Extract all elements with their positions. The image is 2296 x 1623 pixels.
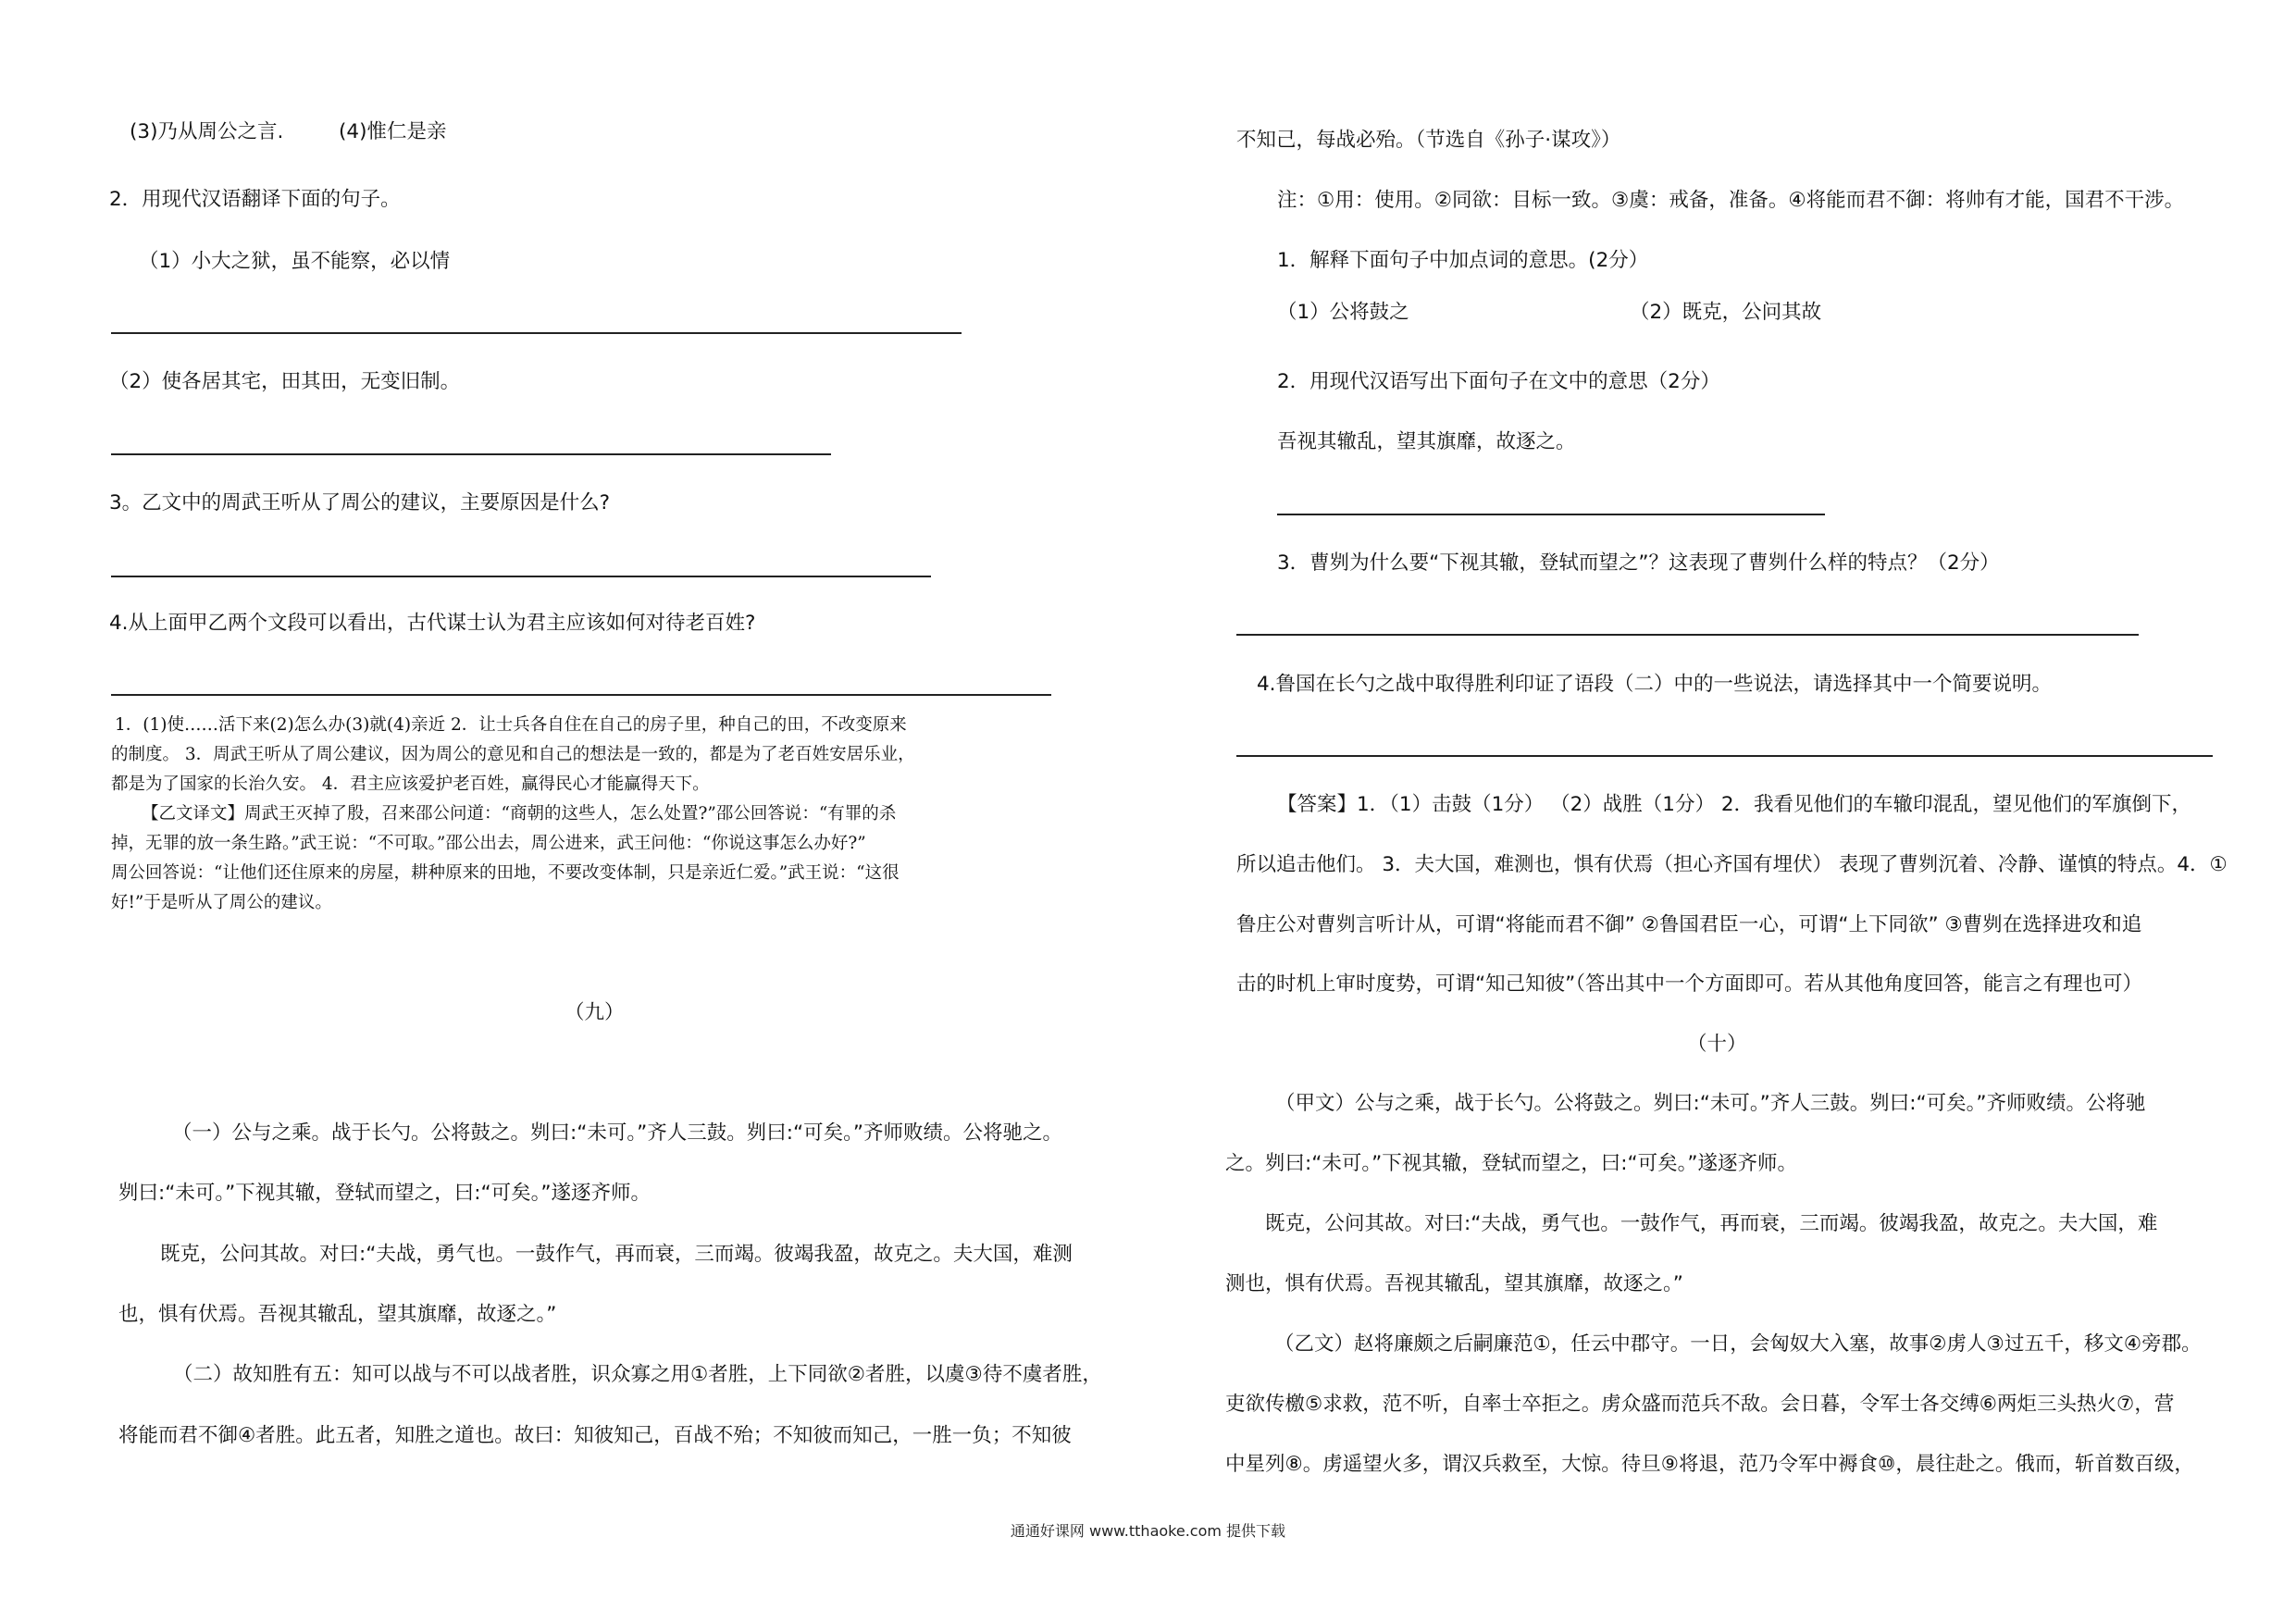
question-1: 1．解释下面句子中加点词的意思。(2分） <box>1277 249 1649 272</box>
answer-line <box>1277 514 1825 515</box>
q1-tail-4: (4)惟仁是亲 <box>339 120 447 143</box>
section-title-10: （十） <box>1687 1033 1747 1056</box>
question-2-sentence: 吾视其辙乱，望其旗靡，故逐之。 <box>1277 430 1576 453</box>
question-3: 3。乙文中的周武王听从了周公的建议，主要原因是什么? <box>109 491 611 514</box>
answer-line-text: 所以追击他们。 3．夫大国，难测也，惧有伏焉（担心齐国有埋伏） 表现了曹刿沉着、冷静、谨慎的特点。4．① <box>1236 853 2228 876</box>
question-2: 2．用现代汉语写出下面句子在文中的意思（2分） <box>1277 370 1720 393</box>
answer-line-text: 【答案】1．（1）击鼓（1分） （2）战胜（1分） 2．我看见他们的车辙印混乱，望见他们的军旗倒下， <box>1277 793 2191 816</box>
question-4: 4.鲁国在长勺之战中取得胜利印证了语段（二）中的一些说法，请选择其中一个简要说明。 <box>1257 673 2053 696</box>
question-1-item-2: （2）既克，公问其故 <box>1630 301 1822 324</box>
question-2: 2．用现代汉语翻译下面的句子。 <box>109 188 401 211</box>
passage-line: （一）公与之乘。战于长勺。公将鼓之。刿曰:“未可。”齐人三鼓。刿曰:“可矣。”齐师败绩。公将驰之。 <box>172 1121 1063 1145</box>
passage-continuation: 不知己，每战必殆。（节选自《孙子·谋攻》） <box>1236 129 1621 152</box>
q1-tail-3: (3)乃从周公之言. <box>130 120 284 143</box>
translation-text-line: 掉，无罪的放一条生路。”武王说：“不可取。”邵公出去，周公进来，武王问他：“你说这事怎么办好?” <box>111 834 866 853</box>
question-3: 3．曹刿为什么要“下视其辙，登轼而望之”？这表现了曹刿什么样的特点？（2分） <box>1277 551 2000 575</box>
question-4: 4.从上面甲乙两个文段可以看出，古代谋士认为君主应该如何对待老百姓? <box>109 612 756 635</box>
question-2-item-2: （2）使各居其宅，田其田，无变旧制。 <box>109 370 461 393</box>
question-1-item-1: （1）公将鼓之 <box>1277 301 1409 324</box>
translation-text-line: 好!”于是听从了周公的建议。 <box>111 893 332 912</box>
translation-text-line: 周公回答说：“让他们还住原来的房屋，耕种原来的田地，不要改变体制，只是亲近仁爱。”武王说：“这很 <box>111 863 900 883</box>
passage-line: （乙文）赵将廉颇之后嗣廉范①，任云中郡守。一日，会匈奴大入塞，故事②虏人③过五千，移文④旁郡。 <box>1274 1332 2202 1356</box>
passage-line: 将能而君不御④者胜。此五者，知胜之道也。故曰：知彼知己，百战不殆；不知彼而知己，一胜一负；不知彼 <box>118 1424 1072 1447</box>
answer-line <box>1236 634 2139 636</box>
answer-text-line: 的制度。 3．周武王听从了周公建议，因为周公的意见和自己的想法是一致的，都是为了老百姓安居乐业， <box>111 745 915 764</box>
passage-line: 既克，公问其故。对曰:“夫战，勇气也。一鼓作气，再而衰，三而竭。彼竭我盈，故克之。夫大国，难测 <box>160 1243 1073 1266</box>
passage-line: （甲文）公与之乘，战于长勺。公将鼓之。刿曰:“未可。”齐人三鼓。刿曰:“可矣。”齐师败绩。公将驰 <box>1275 1092 2146 1115</box>
notes: 注：①用：使用。②同欲：目标一致。③虞：戒备，准备。④将能而君不御：将帅有才能，国君不干涉。 <box>1277 189 2185 212</box>
passage-line: 吏欲传檄⑤求救，范不听，自率士卒拒之。虏众盛而范兵不敌。会日暮，令军士各交缚⑥两炬三头热火⑦，营 <box>1225 1393 2175 1416</box>
passage-line: 既克，公问其故。对曰:“夫战，勇气也。一鼓作气，再而衰，三而竭。彼竭我盈，故克之。夫大国，难 <box>1265 1212 2158 1235</box>
question-2-item-1: （1）小大之狱，虽不能察，必以情 <box>139 250 451 273</box>
section-title-9: （九） <box>565 1001 625 1024</box>
passage-line: 之。刿曰:“未可。”下视其辙，登轼而望之，曰:“可矣。”遂逐齐师。 <box>1225 1152 1798 1175</box>
answer-line-text: 击的时机上审时度势，可谓“知己知彼”（答出其中一个方面即可。若从其他角度回答，能言之有理也可） <box>1236 973 2143 996</box>
passage-line: 也，惧有伏焉。吾视其辙乱，望其旗靡，故逐之。” <box>118 1303 557 1326</box>
passage-line: 测也，惧有伏焉。吾视其辙乱，望其旗靡，故逐之。” <box>1225 1272 1683 1295</box>
answer-line-text: 鲁庄公对曹刿言听计从，可谓“将能而君不御” ②鲁国君臣一心，可谓“上下同欲” ③曹刿在选择进攻和追 <box>1236 913 2142 936</box>
passage-line: （二）故知胜有五：知可以战与不可以战者胜，识众寡之用①者胜，上下同欲②者胜，以虞③待不虞者胜， <box>173 1363 1102 1386</box>
translation-text-line: 【乙文译文】周武王灭掉了殷，召来邵公问道：“商朝的这些人，怎么处置?”邵公回答说：“有罪的杀 <box>142 804 897 824</box>
answer-line <box>111 576 931 577</box>
page-footer: 通通好课网 www.tthaoke.com 提供下载 <box>1010 1522 1286 1540</box>
answer-line <box>111 332 962 334</box>
answer-line <box>111 694 1051 696</box>
answer-line <box>1236 755 2213 757</box>
answer-text-line: 都是为了国家的长治久安。 4．君主应该爱护老百姓，赢得民心才能赢得天下。 <box>111 774 710 794</box>
passage-line: 中星列⑧。虏遥望火多，谓汉兵救至，大惊。待旦⑨将退，范乃令军中褥食⑩，晨往赴之。俄而，斩首数百级， <box>1225 1453 2194 1476</box>
passage-line: 刿曰:“未可。”下视其辙，登轼而望之，曰:“可矣。”遂逐齐师。 <box>118 1182 652 1205</box>
answer-line <box>111 453 831 455</box>
answer-text-line: 1．(1)使……活下来(2)怎么办(3)就(4)亲近 2．让士兵各自住在自己的房子里，种自己的田，不改变原来 <box>115 715 907 735</box>
